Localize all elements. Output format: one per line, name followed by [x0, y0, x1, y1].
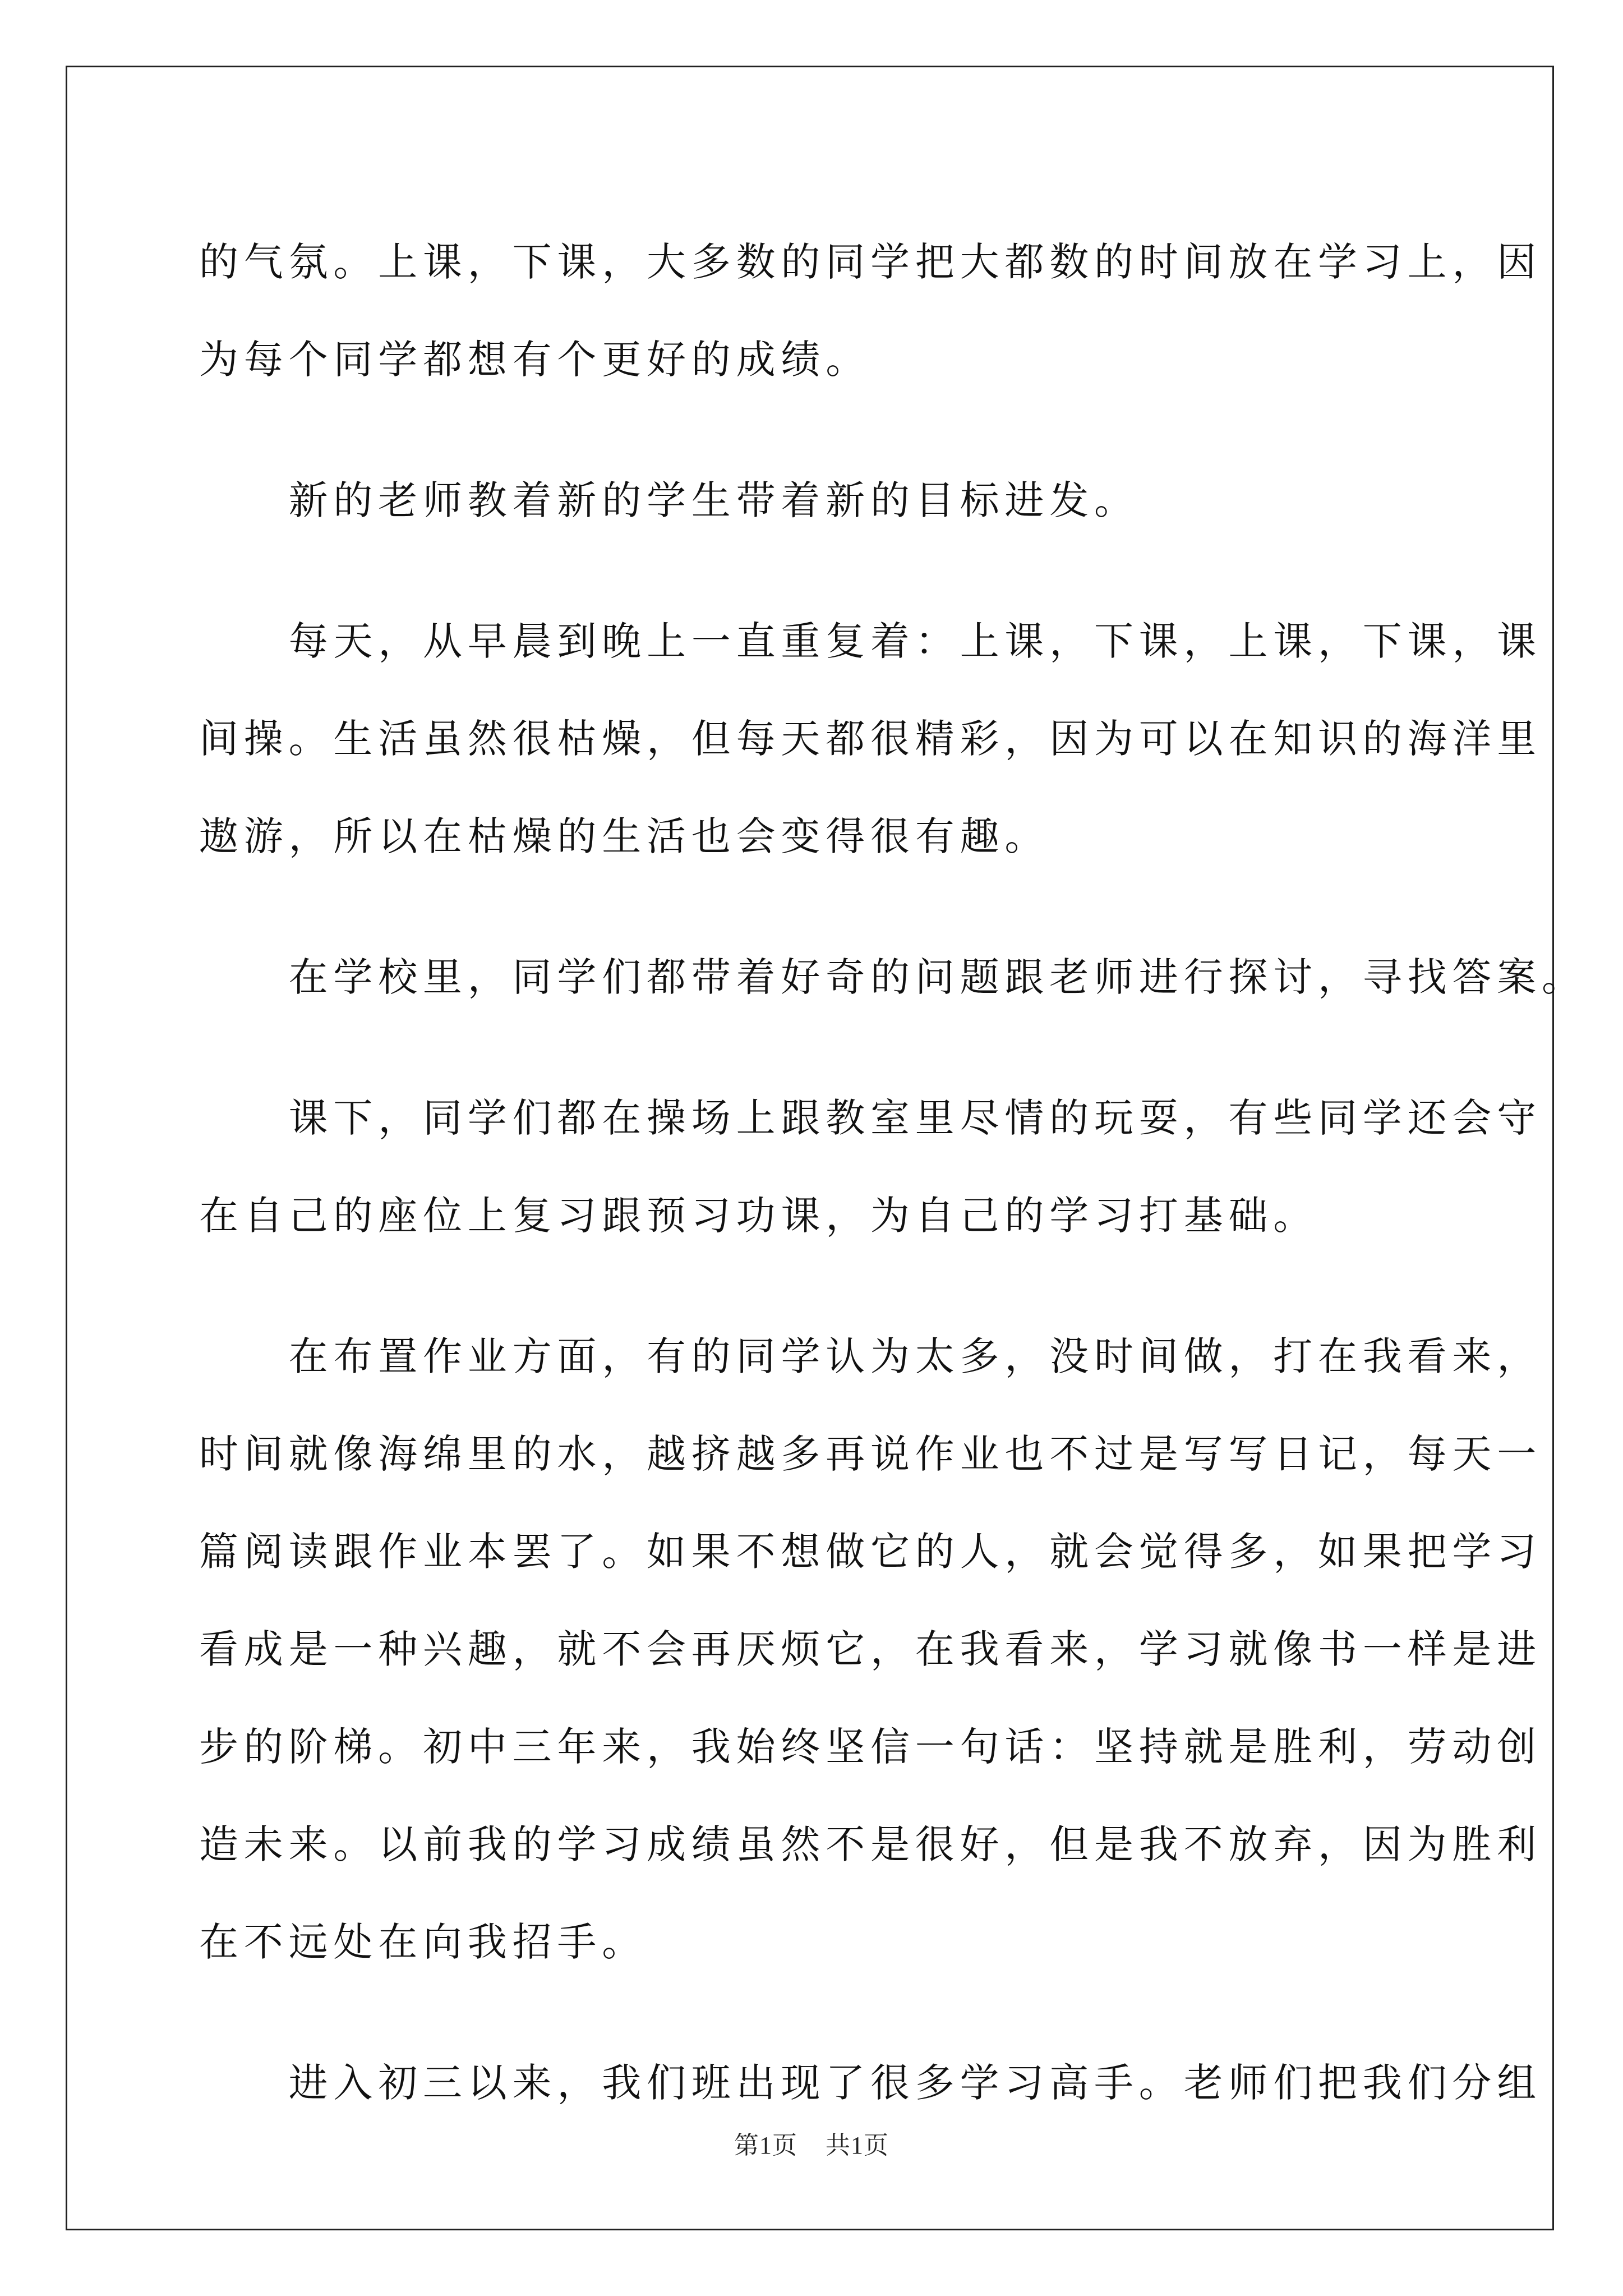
text-line: 步的阶梯。初中三年来，我始终坚信一句话：坚持就是胜利，劳动创: [199, 1724, 1542, 1770]
text-line: 在学校里，同学们都带着好奇的问题跟老师进行探讨，寻找答案。: [199, 954, 1587, 1000]
paragraph-3: [199, 592, 1542, 885]
text-line: 课下，同学们都在操场上跟教室里尽情的玩耍，有些同学还会守: [199, 1095, 1542, 1141]
paragraph-5: [199, 1069, 1542, 1264]
text-line: 新的老师教着新的学生带着新的目标进发。: [199, 477, 1139, 523]
text-line: 的气氛。上课，下课，大多数的同学把大都数的时间放在学习上，因: [199, 239, 1542, 285]
text-line: 时间就像海绵里的水，越挤越多再说作业也不过是写写日记，每天一: [199, 1431, 1542, 1477]
text-line: 为每个同学都想有个更好的成绩。: [199, 337, 870, 383]
page-number: 第1页: [734, 2132, 797, 2159]
text-line: 遨游，所以在枯燥的生活也会变得很有趣。: [199, 813, 1050, 859]
document-body: [199, 213, 1587, 2175]
text-line: 每天，从早晨到晚上一直重复着：上课，下课，上课，下课，课: [199, 618, 1542, 664]
text-line: 看成是一种兴趣，就不会再厌烦它，在我看来，学习就像书一样是进: [199, 1626, 1542, 1672]
text-line: 在布置作业方面，有的同学认为太多，没时间做，打在我看来，: [199, 1333, 1542, 1379]
page-footer: [0, 2129, 1623, 2162]
text-line: 在不远处在向我招手。: [199, 1919, 647, 1965]
text-line: 篇阅读跟作业本罢了。如果不想做它的人，就会觉得多，如果把学习: [199, 1529, 1542, 1575]
paragraph-7: [199, 2034, 1542, 2132]
text-line: 进入初三以来，我们班出现了很多学习高手。老师们把我们分组: [199, 2060, 1542, 2106]
paragraph-2: [199, 452, 1433, 549]
page-total: 共1页: [826, 2132, 889, 2159]
text-line: 在自己的座位上复习跟预习功课，为自己的学习打基础。: [199, 1193, 1318, 1239]
text-line: 间操。生活虽然很枯燥，但每天都很精彩，因为可以在知识的海洋里: [199, 716, 1542, 762]
paragraph-1: [199, 213, 1542, 408]
text-line: 造未来。以前我的学习成绩虽然不是很好，但是我不放弃，因为胜利: [199, 1821, 1542, 1867]
paragraph-6: [199, 1308, 1542, 1991]
paragraph-4: [199, 928, 1587, 1026]
